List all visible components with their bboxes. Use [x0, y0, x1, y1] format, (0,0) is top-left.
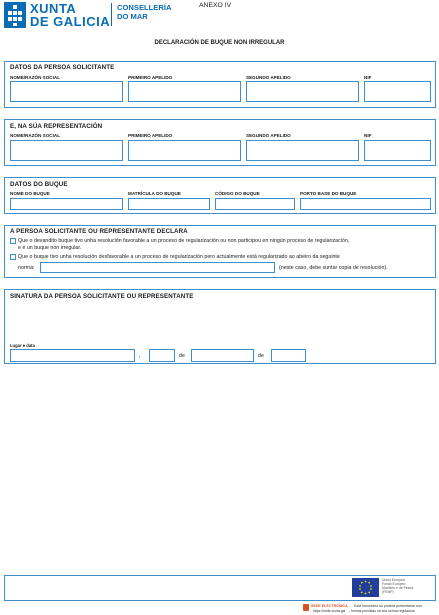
applicant-surname2-label: SEGUNDO APELIDO [246, 75, 291, 80]
applicant-surname1-label: PRIMEIRO APELIDO [128, 75, 173, 80]
galicia-shield-icon [4, 2, 26, 28]
place-date-label: Lugar e data [10, 343, 35, 348]
option1-line1: Que o devandito buque tivo unha resolución favorable a un proceso de regularización ou non participou en ningún proceso de regularización, [18, 238, 350, 244]
brand-line2: DE GALICIA [30, 14, 111, 29]
eu-line4: (FEMP) [382, 590, 394, 594]
sede-label: SEDE ELECTRÓNICA [311, 604, 348, 608]
applicant-name-label: NOME/RAZÓN SOCIAL [10, 75, 61, 80]
sede-url[interactable]: https://sede.xunta.gal [313, 609, 346, 613]
applicant-nif-label: NIF [364, 75, 372, 80]
vessel-code-field[interactable] [215, 198, 295, 210]
rep-name-field[interactable] [10, 140, 123, 161]
vessel-registration-label: MATRÍCULA DO BUQUE [128, 191, 181, 196]
rep-nif-label: NIF [364, 133, 372, 138]
declaration-title: A PERSOA SOLICITANTE OU REPRESENTANTE DECLARA [10, 228, 188, 235]
annex-label: ANEXO IV [199, 2, 232, 9]
rep-nif-field[interactable] [364, 140, 431, 161]
day-field[interactable] [149, 349, 175, 362]
vessel-name-field[interactable] [10, 198, 123, 210]
vessel-title: DATOS DO BUQUE [10, 181, 68, 188]
applicant-name-field[interactable] [10, 81, 123, 102]
de-label-1: de [179, 353, 185, 359]
eu-line1: Unión Europea [382, 578, 405, 582]
rep-surname2-field[interactable] [246, 140, 359, 161]
rep-surname1-field[interactable] [128, 140, 241, 161]
signature-title: SINATURA DA PERSOA SOLICITANTE OU REPRESENTANTE [10, 293, 194, 300]
applicant-title: DATOS DA PERSOA SOLICITANTE [10, 64, 115, 71]
place-comma: , [139, 353, 141, 359]
vessel-port-label: PORTO BASE DO BUQUE [300, 191, 357, 196]
rep-surname1-label: PRIMEIRO APELIDO [128, 133, 173, 138]
option1-checkbox[interactable] [10, 238, 16, 244]
sede-icon [303, 604, 309, 611]
dept-line1: CONSELLERÍA [117, 3, 172, 12]
norm-label: norma: [18, 265, 35, 271]
place-field[interactable] [10, 349, 135, 362]
doc-title: DECLARACIÓN DE BUQUE NON IRREGULAR [154, 40, 285, 46]
applicant-surname2-field[interactable] [246, 81, 359, 102]
vessel-port-field[interactable] [300, 198, 431, 210]
de-label-2: de [258, 353, 264, 359]
option2-line1: Que o buque tivo unha resolución desfavorable a un proceso de regularización pero actualmente está regularizado ao abeiro da seguinte [18, 254, 340, 260]
eu-line3: Marítimo e de Pesca [382, 586, 414, 590]
eu-line2: Fondo Europeo [382, 582, 406, 586]
eu-flag-icon [352, 578, 379, 597]
vessel-name-label: NOME DO BUQUE [10, 191, 50, 196]
applicant-nif-field[interactable] [364, 81, 431, 102]
sede-text: Este formulario só poderá presentarse nos [354, 604, 422, 608]
applicant-surname1-field[interactable] [128, 81, 241, 102]
vessel-registration-field[interactable] [128, 198, 210, 210]
vessel-code-label: CÓDIGO DO BUQUE [215, 191, 260, 196]
option1-line2: e é un buque non irregular. [18, 245, 82, 251]
header-divider [111, 3, 112, 26]
month-field[interactable] [191, 349, 254, 362]
option2-checkbox[interactable] [10, 254, 16, 260]
xunta-logo [4, 2, 26, 28]
norm-note: (neste caso, debe xuntar copia de resolución). [279, 265, 388, 271]
dept-line2: DO MAR [117, 12, 148, 21]
brand-line1: XUNTA [30, 1, 77, 16]
rep-surname2-label: SEGUNDO APELIDO [246, 133, 291, 138]
rep-name-label: NOME/RAZÓN SOCIAL [10, 133, 61, 138]
representative-title: E, NA SÚA REPRESENTACIÓN [10, 123, 103, 130]
norm-field[interactable] [40, 262, 275, 273]
sede-text2: - formas previstas na súa norma reguladora [349, 609, 415, 613]
year-field[interactable] [271, 349, 306, 362]
